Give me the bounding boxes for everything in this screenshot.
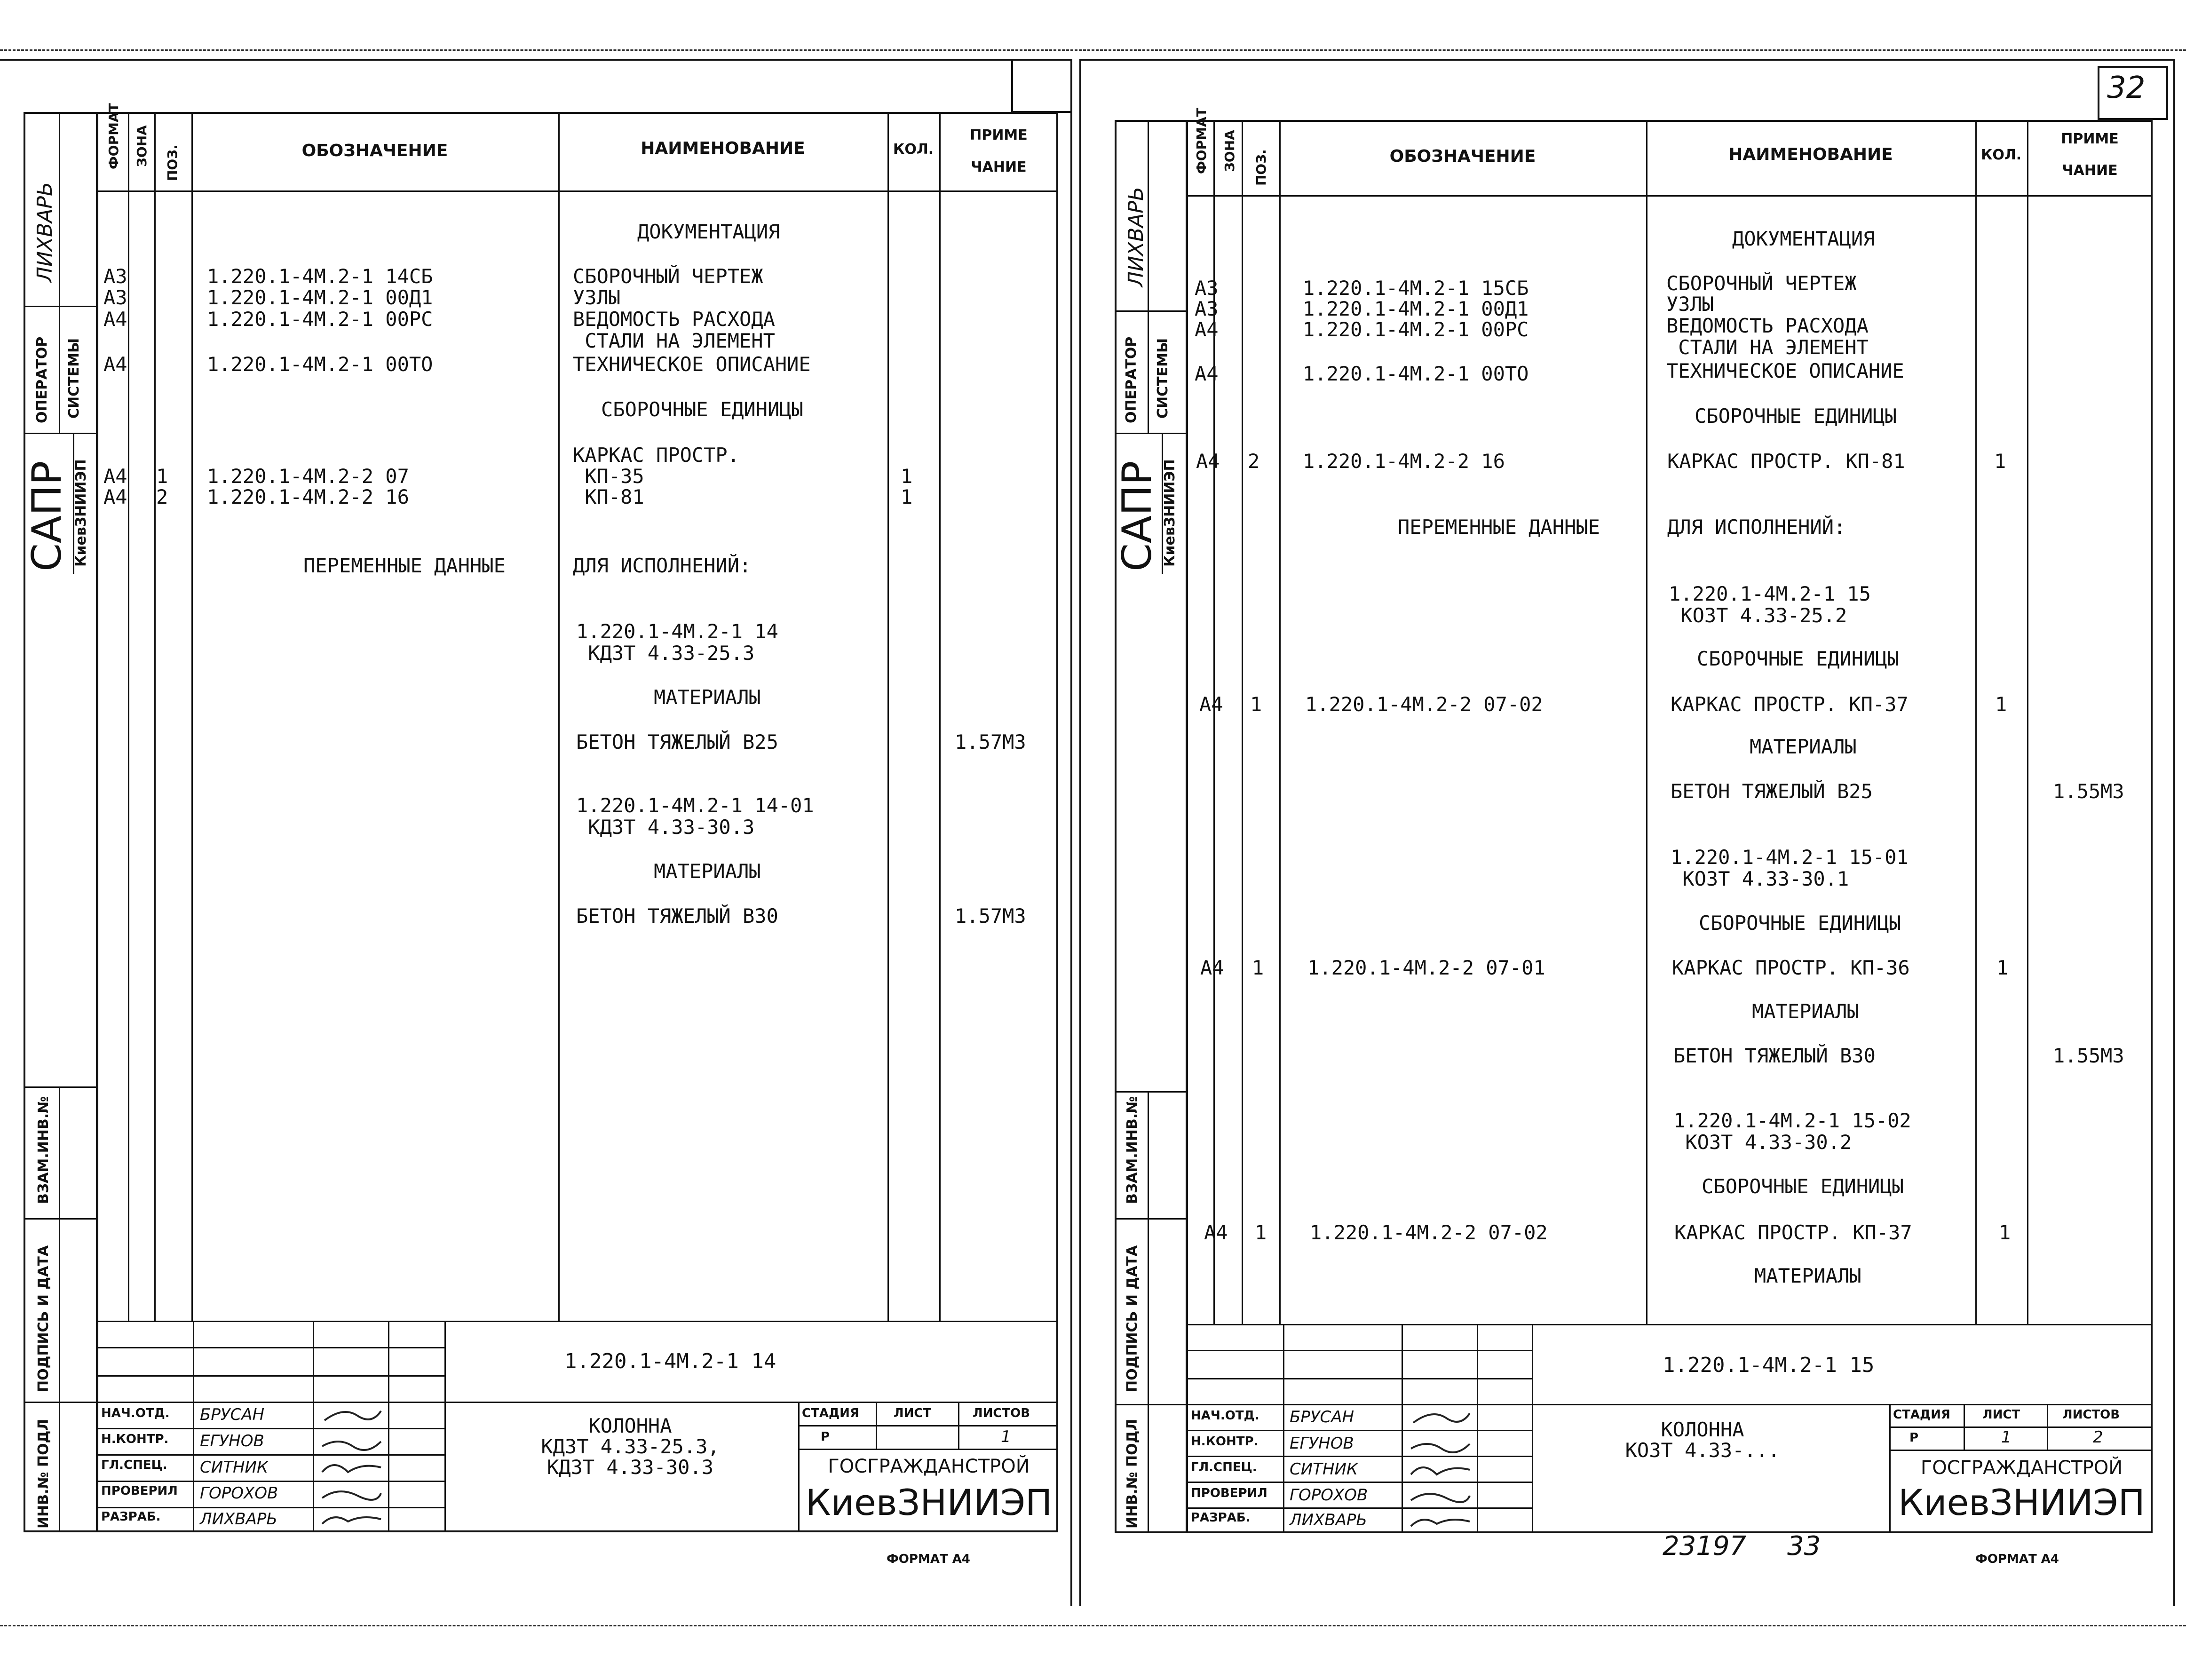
- right-row-name: МАТЕРИАЛЫ: [1750, 735, 1857, 758]
- role-label: ПРОВЕРИЛ: [101, 1484, 178, 1498]
- header-designation: ОБОЗНАЧЕНИЕ: [1389, 147, 1536, 166]
- right-doc-number: 1.220.1-4М.2-1 15: [1663, 1353, 1875, 1377]
- right-row-fmt: А4: [1200, 956, 1224, 979]
- left-row-name: ВЕДОМОСТЬ РАСХОДА СТАЛИ НА ЭЛЕМЕНТ: [573, 308, 775, 352]
- role-label: РАЗРАБ.: [101, 1510, 161, 1524]
- left-sheet-corner-box: [1011, 59, 1072, 113]
- top-sheet-number: 32: [2107, 71, 2146, 105]
- left-doc-number: 1.220.1-4М.2-1 14: [564, 1349, 776, 1373]
- right-row-fmt: А3: [1195, 277, 1219, 300]
- left-org-line2: КиевЗНИИЭП: [805, 1482, 1053, 1523]
- left-signatures: [315, 1402, 388, 1532]
- right-row-name: БЕТОН ТЯЖЕЛЫЙ В30: [1673, 1044, 1876, 1067]
- left-stage-label: СТАДИЯ: [802, 1406, 859, 1420]
- right-row-des: 1.220.1-4М.2-1 00РС: [1303, 318, 1529, 341]
- role-label: ПРОВЕРИЛ: [1191, 1486, 1267, 1500]
- left-row-fmt: А4: [103, 308, 127, 331]
- signer-name: ЛИХВАРЬ: [200, 1510, 277, 1529]
- left-row-qty: 1: [901, 485, 913, 508]
- header-format: ФОРМАТ: [1194, 108, 1209, 174]
- right-row-fmt: А4: [1195, 318, 1219, 341]
- right-row-name: ТЕХНИЧЕСКОЕ ОПИСАНИЕ: [1666, 359, 1904, 382]
- header-pos: ПОЗ.: [165, 144, 180, 181]
- header-name: НАИМЕНОВАНИЕ: [641, 139, 805, 158]
- right-row-fmt: А4: [1195, 362, 1219, 385]
- left-title: КОЛОННА КДЗТ 4.33-25.3, КДЗТ 4.33-30.3: [541, 1414, 720, 1479]
- right-sheets-label: ЛИСТОВ: [2062, 1408, 2120, 1422]
- right-row-pos: 1: [1255, 1221, 1267, 1244]
- left-row-des: 1.220.1-4М.2-1 14СБ: [207, 265, 433, 288]
- role-label: ГЛ.СПЕЦ.: [1191, 1460, 1257, 1474]
- right-sheet-value: 1: [2001, 1428, 2012, 1447]
- left-row-name: 1.220.1-4М.2-1 14 КДЗТ 4.33-25.3: [576, 620, 778, 665]
- left-sheet-value: 1: [1001, 1427, 1011, 1446]
- left-row-des: 1.220.1-4М.2-1 00Д1: [207, 286, 433, 309]
- left-row-name: КАРКАС ПРОСТР.: [573, 444, 740, 467]
- header-note-1: ПРИМЕ: [2061, 131, 2119, 147]
- left-row-qty: 1: [901, 465, 913, 488]
- left-row-name: 1.220.1-4М.2-1 14-01 КДЗТ 4.33-30.3: [576, 794, 814, 839]
- right-row-name: СБОРОЧНЫЕ ЕДИНИЦЫ: [1702, 1175, 1904, 1198]
- signer-name: БРУСАН: [1290, 1408, 1354, 1426]
- right-row-fmt: А4: [1199, 693, 1223, 716]
- header-pos: ПОЗ.: [1253, 149, 1269, 186]
- right-sheet-label: ЛИСТ: [1982, 1408, 2020, 1422]
- right-sheets-value: 2: [2093, 1428, 2103, 1447]
- left-row-des: 1.220.1-4М.2-2 16: [207, 485, 409, 508]
- left-row-fmt: А3: [103, 286, 127, 309]
- left-row-name: КП-35: [573, 465, 644, 488]
- right-row-name: СБОРОЧНЫЕ ЕДИНИЦЫ: [1699, 911, 1901, 935]
- left-format-note: ФОРМАТ А4: [887, 1552, 970, 1566]
- right-row-qty: 1: [1995, 693, 2007, 716]
- header-designation: ОБОЗНАЧЕНИЕ: [301, 141, 448, 160]
- header-qty: КОЛ.: [1980, 147, 2022, 163]
- stamp-operator: ОПЕРАТОР: [34, 336, 50, 423]
- header-name: НАИМЕНОВАНИЕ: [1728, 145, 1893, 164]
- right-row-name: КАРКАС ПРОСТР. КП-36: [1672, 956, 1910, 979]
- left-side-stamp: [24, 112, 98, 1532]
- right-format-note: ФОРМАТ А4: [1975, 1552, 2059, 1566]
- right-org-line1: ГОСГРАЖДАНСТРОЙ: [1920, 1457, 2123, 1479]
- right-row-name: МАТЕРИАЛЫ: [1754, 1264, 1861, 1287]
- right-stage-label: СТАДИЯ: [1893, 1408, 1950, 1422]
- header-note-2: ЧАНИЕ: [2062, 162, 2118, 179]
- right-row-fmt: А4: [1196, 450, 1220, 473]
- left-row-name: СБОРОЧНЫЕ ЕДИНИЦЫ: [601, 398, 803, 421]
- left-stage-value: Р: [821, 1430, 830, 1444]
- role-label: РАЗРАБ.: [1191, 1511, 1251, 1525]
- left-row-name: ТЕХНИЧЕСКОЕ ОПИСАНИЕ: [573, 353, 811, 376]
- left-row-pos: 1: [156, 465, 168, 488]
- right-row-note: 1.55М3: [2053, 780, 2124, 803]
- right-row-des: 1.220.1-4М.2-1 00Д1: [1303, 297, 1529, 320]
- left-row-name: УЗЛЫ: [573, 286, 621, 309]
- right-row-name: 1.220.1-4М.2-1 15 КОЗТ 4.33-25.2: [1669, 582, 1871, 627]
- stamp-system: СИСТЕМЫ: [1155, 338, 1171, 419]
- stamp-vzam: ВЗАМ.ИНВ.№: [35, 1096, 52, 1204]
- left-row-des: 1.220.1-4М.2-1 00РС: [207, 308, 433, 331]
- left-row-name: МАТЕРИАЛЫ: [654, 860, 761, 883]
- stamp-system: СИСТЕМЫ: [66, 338, 82, 419]
- left-row-fmt: А4: [103, 485, 127, 508]
- signer-name: СИТНИК: [1290, 1460, 1358, 1479]
- right-row-pos: 1: [1252, 956, 1264, 979]
- left-sheets-label: ЛИСТОВ: [973, 1406, 1030, 1420]
- left-row-name: БЕТОН ТЯЖЕЛЫЙ В30: [576, 904, 778, 927]
- left-row-des: 1.220.1-4М.2-2 07: [207, 465, 409, 488]
- top-edge-line: [0, 49, 2186, 51]
- stamp-sapr: САПР: [1114, 460, 1161, 571]
- left-sheet-label: ЛИСТ: [894, 1406, 932, 1420]
- right-stage-value: Р: [1909, 1431, 1919, 1445]
- right-bottom-number-1: 23197: [1663, 1531, 1747, 1561]
- right-row-name: СБОРОЧНЫЕ ЕДИНИЦЫ: [1697, 647, 1899, 670]
- left-row-pos: 2: [156, 485, 168, 508]
- role-label: Н.КОНТР.: [1191, 1434, 1259, 1449]
- right-org-line2: КиевЗНИИЭП: [1898, 1482, 2145, 1523]
- right-row-qty: 1: [1999, 1221, 2011, 1244]
- right-row-name: СБОРОЧНЫЙ ЧЕРТЕЖ: [1666, 272, 1857, 295]
- left-row-des: ПЕРЕМЕННЫЕ ДАННЫЕ: [303, 554, 506, 577]
- stamp-institute: КиевЗНИИЭП: [73, 459, 89, 567]
- stamp-handwritten-name: ЛИХВАРЬ: [1124, 186, 1148, 287]
- signer-name: ГОРОХОВ: [200, 1484, 278, 1503]
- left-row-fmt: А3: [103, 265, 127, 288]
- right-row-note: 1.55М3: [2053, 1044, 2124, 1067]
- right-row-des: 1.220.1-4М.2-2 07-02: [1310, 1221, 1548, 1244]
- right-row-des: 1.220.1-4М.2-2 07-02: [1305, 693, 1543, 716]
- left-row-name: ДЛЯ ИСПОЛНЕНИЙ:: [573, 554, 752, 577]
- header-zone: ЗОНА: [134, 125, 150, 167]
- stamp-podpis: ПОДПИСЬ И ДАТА: [1124, 1245, 1141, 1392]
- role-label: НАЧ.ОТД.: [101, 1406, 170, 1420]
- signer-name: ЛИХВАРЬ: [1290, 1511, 1367, 1529]
- header-format: ФОРМАТ: [106, 103, 121, 169]
- right-row-name: ДОКУМЕНТАЦИЯ: [1732, 227, 1875, 250]
- left-row-name: ДОКУМЕНТАЦИЯ: [637, 220, 780, 243]
- header-qty: КОЛ.: [893, 141, 934, 158]
- right-row-des: 1.220.1-4М.2-2 07-01: [1307, 956, 1545, 979]
- right-row-name: КАРКАС ПРОСТР. КП-81: [1667, 450, 1905, 473]
- right-row-name: КАРКАС ПРОСТР. КП-37: [1671, 693, 1909, 716]
- right-signatures: [1404, 1404, 1477, 1533]
- right-row-name: 1.220.1-4М.2-1 15-02 КОЗТ 4.33-30.2: [1673, 1109, 1911, 1154]
- right-row-name: БЕТОН ТЯЖЕЛЫЙ В25: [1671, 780, 1873, 803]
- stamp-inv: ИНВ.№ ПОДЛ: [35, 1418, 52, 1529]
- right-row-qty: 1: [1994, 450, 2006, 473]
- right-row-qty: 1: [1996, 956, 2009, 979]
- right-row-des: ПЕРЕМЕННЫЕ ДАННЫЕ: [1398, 515, 1600, 539]
- stamp-operator: ОПЕРАТОР: [1123, 336, 1140, 423]
- bottom-edge-line: [0, 1625, 2186, 1626]
- signer-name: ГОРОХОВ: [1290, 1486, 1368, 1505]
- right-row-fmt: А4: [1204, 1221, 1228, 1244]
- right-row-pos: 1: [1250, 693, 1262, 716]
- stamp-handwritten-name: ЛИХВАРЬ: [33, 182, 57, 282]
- right-row-name: 1.220.1-4М.2-1 15-01 КОЗТ 4.33-30.1: [1671, 846, 1909, 890]
- right-row-des: 1.220.1-4М.2-1 00ТО: [1303, 362, 1529, 385]
- header-note-2: ЧАНИЕ: [971, 159, 1027, 175]
- stamp-sapr: САПР: [24, 460, 71, 571]
- left-row-name: СБОРОЧНЫЙ ЧЕРТЕЖ: [573, 265, 763, 288]
- left-row-name: БЕТОН ТЯЖЕЛЫЙ В25: [576, 730, 778, 753]
- right-row-name: СБОРОЧНЫЕ ЕДИНИЦЫ: [1695, 404, 1897, 428]
- right-row-name: МАТЕРИАЛЫ: [1752, 1000, 1859, 1023]
- right-row-pos: 2: [1248, 450, 1260, 473]
- left-row-name: КП-81: [573, 485, 644, 508]
- role-label: Н.КОНТР.: [101, 1432, 169, 1446]
- stamp-inv: ИНВ.№ ПОДЛ: [1124, 1418, 1141, 1529]
- right-row-name: ВЕДОМОСТЬ РАСХОДА СТАЛИ НА ЭЛЕМЕНТ: [1666, 314, 1869, 359]
- right-row-name: КАРКАС ПРОСТР. КП-37: [1674, 1221, 1912, 1244]
- right-title: КОЛОННА КОЗТ 4.33-...: [1625, 1418, 1780, 1462]
- right-row-name: ДЛЯ ИСПОЛНЕНИЙ:: [1667, 515, 1846, 539]
- left-row-des: 1.220.1-4М.2-1 00ТО: [207, 353, 433, 376]
- right-row-des: 1.220.1-4М.2-2 16: [1303, 450, 1505, 473]
- signer-name: ЕГУНОВ: [200, 1432, 264, 1450]
- stamp-podpis: ПОДПИСЬ И ДАТА: [35, 1245, 52, 1392]
- right-row-name: УЗЛЫ: [1666, 293, 1714, 316]
- stamp-institute: КиевЗНИИЭП: [1162, 459, 1178, 567]
- role-label: НАЧ.ОТД.: [1191, 1409, 1259, 1423]
- left-row-fmt: А4: [103, 465, 127, 488]
- role-label: ГЛ.СПЕЦ.: [101, 1458, 167, 1472]
- header-note-1: ПРИМЕ: [970, 127, 1028, 143]
- signer-name: СИТНИК: [200, 1458, 269, 1477]
- signer-name: БРУСАН: [200, 1405, 265, 1424]
- right-row-des: 1.220.1-4М.2-1 15СБ: [1303, 277, 1529, 300]
- left-row-name: МАТЕРИАЛЫ: [654, 686, 761, 709]
- left-org-line1: ГОСГРАЖДАНСТРОЙ: [828, 1456, 1030, 1477]
- left-row-note: 1.57М3: [955, 730, 1026, 753]
- right-row-fmt: А3: [1195, 297, 1219, 320]
- header-zone: ЗОНА: [1222, 130, 1237, 172]
- signer-name: ЕГУНОВ: [1290, 1434, 1354, 1453]
- stamp-vzam: ВЗАМ.ИНВ.№: [1124, 1096, 1141, 1204]
- left-row-note: 1.57М3: [955, 904, 1026, 927]
- left-row-fmt: А4: [103, 353, 127, 376]
- right-bottom-number-2: 33: [1787, 1531, 1821, 1561]
